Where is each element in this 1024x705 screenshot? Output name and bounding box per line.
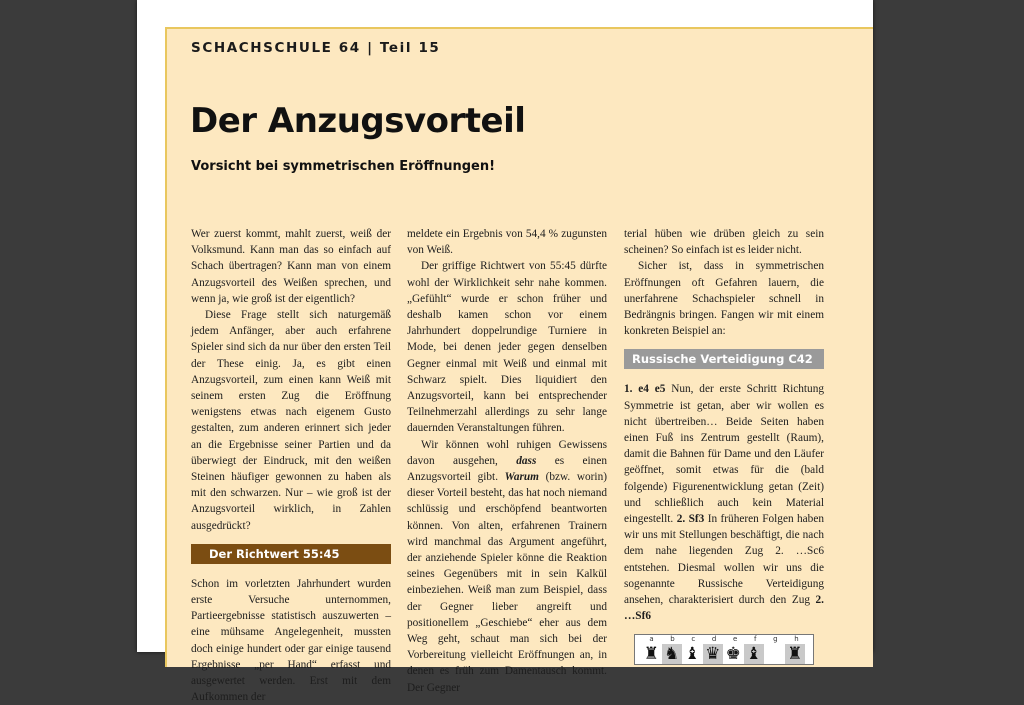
file-label: h [794, 635, 799, 644]
board-file-labels [635, 635, 813, 644]
article-panel [165, 27, 873, 704]
text-run: es einen Anzugsvorteil gibt. [407, 454, 607, 484]
move-notation: 2. …Sf6 [624, 594, 824, 623]
paragraph: Wer zuerst kommt, mahlt zuerst, weiß der Volksmund. Kann man das so einfach auf Schach übertragen? Kann man von einem Anzugsvorteil des Weißen sprechen, und wenn ja, wie groß ist der eigentlich? [191, 228, 391, 305]
paragraph: Diese Frage stellt sich naturgemäß jedem Anfänger, aber auch erfahrene Spieler sind sich da nur über den ersten Teil der These einig. Ja, es gibt einen Anzugsvorteil, zum einen kann Weiß mit seinem ersten Zug die Eröffnung wenigstens etwas nach eigenem Gusto gestalten, zum anderen erinnert sich jeder an die Ergebnisse seiner Partien und da überwiegt der Eindruck, mit den weißen Steinen häufiger gewonnen zu haben als mit den schwarzen. Nur – wie groß ist der Anzugsvorteil wirklich, in Zahlen ausgedrückt? [191, 309, 391, 532]
paragraph: Sicher ist, dass in symmetrischen Eröffnungen oft Gefahren lauern, die unerfahrene Schachspieler schnell in Bedrängnis bringen. Fangen wir mit einem konkreten Beispiel an: [624, 260, 824, 338]
chess-diagram [634, 634, 814, 665]
file-label: e [733, 635, 738, 644]
magazine-page [137, 0, 873, 704]
series-label: SCHACHSCHULE 64 | Teil 15 [191, 40, 441, 56]
paragraph: terial hüben wie drüben gleich zu sein scheinen? So einfach ist es leider nicht. [624, 228, 824, 257]
section-heading-russische: Russische Verteidigung C42 [624, 349, 824, 369]
article-subtitle: Vorsicht bei symmetrischen Eröffnungen! [191, 159, 496, 174]
file-label: f [753, 635, 757, 644]
file-label: b [670, 635, 675, 644]
text-column-3 [624, 226, 824, 665]
section-heading-richtwert: Der Richtwert 55:45 [191, 544, 391, 564]
emphasis-warum: Warum [504, 471, 539, 484]
text-column-1 [191, 226, 391, 705]
text-run: Wir können wohl ruhigen Gewissens davon ausgehen, [407, 438, 607, 467]
paragraph [624, 381, 824, 624]
file-label: d [711, 635, 717, 644]
file-label: a [649, 635, 654, 644]
knight-icon: ♞ [662, 644, 683, 664]
text-column-2 [407, 226, 607, 696]
text-run: Nun, der erste Schritt Richtung Symmetrie ist getan, aber wir wollen es nicht übertreiben… Beide Seiten haben einen Fuß ins Zentrum gestellt (Raum), damit die Bahnen für Dame und den Läufer geöffnet, somit etwas für die (bald folgende) Figurenentwicklung getan (Zeit) und schließlich auch kein Material eingestellt. [624, 383, 824, 526]
text-run: In früheren Folgen haben wir uns mit Stellungen beschäftigt, die nach dem nahe liegenden Zug 2. …Sc6 entstehen. Diesmal wollen wir uns die sogenannte Russische Verteidigung ansehen, charakterisiert durch den Zug [624, 513, 824, 607]
move-notation: 1. e4 e5 [624, 383, 666, 396]
empty-square [764, 644, 785, 664]
paragraph: Der griffige Richtwert von 55:45 dürfte wohl der Wirklichkeit sehr nahe kommen. „Gefühlt“ wurde er schon früher und deshalb kamen schon vor einem Jahrhundert doppelrundige Turniere in Mode, bei denen jeder gegen denselben Gegner einmal mit Weiß und einmal mit Schwarz spielt. Dies liquidiert den Anzugsvorteil, kann bei entsprechender Teilnehmerzahl allerdings zu sehr lange dauernden Veranstaltungen führen. [407, 260, 607, 435]
bishop-icon: ♝ [744, 644, 765, 664]
queen-icon: ♛ [703, 644, 724, 664]
rook-icon: ♜ [643, 644, 659, 665]
article-title: Der Anzugsvorteil [190, 101, 526, 141]
text-run: (bzw. worin) dieser Vorteil besteht, das hat noch niemand schlüssig und erschöpfend beantworten können. Von alten, erfahrenen Trainern wird manchmal das Argument angeführt, der anziehende Spieler könne die Reaktion seines Gegenübers mit in sein Kalkül einbeziehen. Weiß man zum Beispiel, dass der Gegner lieber angreift und positionellem „Geschiebe“ eher aus dem Weg geht, schaut man sich bei der Vorbereitung vielleicht Eröffnungen an, in denen es früh zum Damentausch kommt. Der Gegner [407, 471, 607, 694]
paragraph [407, 437, 607, 696]
king-icon: ♚ [725, 644, 741, 665]
rook-icon: ♜ [785, 644, 806, 664]
move-notation: 2. Sf3 [676, 513, 705, 526]
bishop-icon: ♝ [684, 644, 700, 665]
file-label: c [691, 635, 696, 644]
emphasis-dass: dass [516, 454, 537, 467]
paragraph: Schon im vorletzten Jahrhundert wurden erste Versuche unternommen, Partieergebnisse statistisch auszuwerten – eine mühsame Angelegenheit, mussten doch einige hundert oder gar einige tausend Ergebnisse „per Hand“ erfasst und ausgewertet werden. Erst mit dem Aufkommen der [191, 577, 391, 704]
file-label: g [773, 635, 778, 644]
board-rank-8 [635, 644, 813, 664]
paragraph: meldete ein Ergebnis von 54,4 % zugunsten von Weiß. [407, 228, 607, 257]
